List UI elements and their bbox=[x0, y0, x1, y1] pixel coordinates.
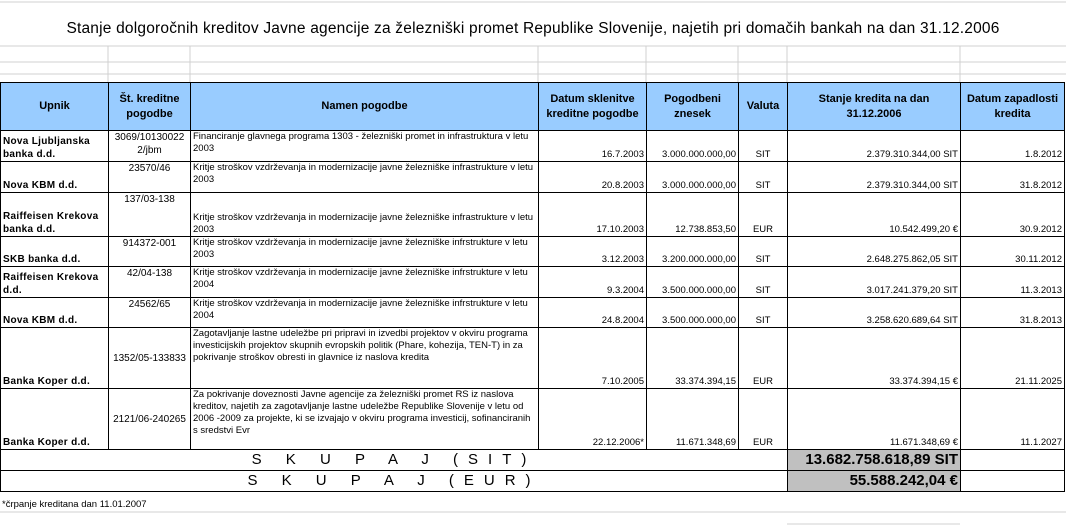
cell-znesek: 3.500.000.000,00 bbox=[647, 267, 739, 298]
cell-upnik: Banka Koper d.d. bbox=[1, 389, 109, 450]
cell-upnik: Raiffeisen Krekova d.d. bbox=[1, 267, 109, 298]
total-eur-label: S K U P A J (EUR) bbox=[1, 471, 788, 492]
cell-valuta: EUR bbox=[739, 389, 788, 450]
header-row bbox=[1, 83, 1065, 131]
page-title: Stanje dolgoročnih kreditov Javne agencije za železniški promet Republike Slovenije, najetih pri domačih bankah na dan 31.12.2006 bbox=[66, 20, 1000, 37]
total-sit-value: 13.682.758.618,89 SIT bbox=[788, 450, 961, 471]
cell-st: 914372-001 bbox=[109, 237, 191, 267]
cell-zapadlost: 1.8.2012 bbox=[961, 131, 1065, 162]
col-zapadlost: Datum zapadlosti kredita bbox=[961, 83, 1065, 131]
cell-valuta: SIT bbox=[739, 237, 788, 267]
cell-namen: Kritje stroškov vzdrževanja in modernizacije javne železniške infrastrukture v letu 2003 bbox=[191, 193, 539, 237]
cell-zapadlost: 31.8.2012 bbox=[961, 162, 1065, 193]
table-row bbox=[1, 298, 1065, 328]
cell-stanje: 11.671.348,69 € bbox=[788, 389, 961, 450]
cell-datum: 22.12.2006* bbox=[539, 389, 647, 450]
total-row-sit bbox=[1, 450, 1065, 471]
total-eur-empty bbox=[961, 471, 1065, 492]
cell-namen: Kritje stroškov vzdrževanja in modernizacije javne železniške infrastrukture v letu 2003 bbox=[191, 162, 539, 193]
col-stanje: Stanje kredita na dan 31.12.2006 bbox=[788, 83, 961, 131]
cell-upnik: Nova Ljubljanska banka d.d. bbox=[1, 131, 109, 162]
cell-st: 137/03-138 bbox=[109, 193, 191, 237]
footnote: *črpanje kreditana dan 11.01.2007 bbox=[2, 499, 147, 510]
cell-st: 2121/06-240265 bbox=[109, 389, 191, 450]
cell-stanje: 2.379.310.344,00 SIT bbox=[788, 131, 961, 162]
table-row bbox=[1, 389, 1065, 450]
total-sit-empty bbox=[961, 450, 1065, 471]
cell-stanje: 2.648.275.862,05 SIT bbox=[788, 237, 961, 267]
total-sit-label: S K U P A J (SIT) bbox=[1, 450, 788, 471]
cell-zapadlost: 21.11.2025 bbox=[961, 328, 1065, 389]
credits-table bbox=[0, 82, 1065, 492]
total-eur-value: 55.588.242,04 € bbox=[788, 471, 961, 492]
cell-valuta: SIT bbox=[739, 267, 788, 298]
cell-upnik: Raiffeisen Krekova banka d.d. bbox=[1, 193, 109, 237]
cell-stanje: 2.379.310.344,00 SIT bbox=[788, 162, 961, 193]
col-namen: Namen pogodbe bbox=[191, 83, 539, 131]
cell-namen: Kritje stroškov vzdrževanja in modernizacije javne železniške infrstrukture v letu 2004 bbox=[191, 267, 539, 298]
col-st-pogodbe: Št. kreditne pogodbe bbox=[109, 83, 191, 131]
cell-zapadlost: 11.1.2027 bbox=[961, 389, 1065, 450]
cell-znesek: 3.000.000.000,00 bbox=[647, 162, 739, 193]
col-znesek: Pogodbeni znesek bbox=[647, 83, 739, 131]
cell-zapadlost: 31.8.2013 bbox=[961, 298, 1065, 328]
cell-datum: 20.8.2003 bbox=[539, 162, 647, 193]
cell-datum: 9.3.2004 bbox=[539, 267, 647, 298]
cell-namen: Zagotavljanje lastne udeležbe pri pripravi in izvedbi projektov v okviru programa investicijskih projektov skupnih evropskih politik (Phare, kohezija, TEN-T) in za pokrivanje stroškov obresti in glavnice iz naslova kredita bbox=[191, 328, 539, 389]
cell-znesek: 12.738.853,50 bbox=[647, 193, 739, 237]
table-row bbox=[1, 162, 1065, 193]
cell-stanje: 3.258.620.689,64 SIT bbox=[788, 298, 961, 328]
cell-stanje: 33.374.394,15 € bbox=[788, 328, 961, 389]
cell-datum: 3.12.2003 bbox=[539, 237, 647, 267]
cell-st: 3069/10130022 2/jbm bbox=[109, 131, 191, 162]
cell-datum: 17.10.2003 bbox=[539, 193, 647, 237]
cell-datum: 7.10.2005 bbox=[539, 328, 647, 389]
cell-valuta: SIT bbox=[739, 298, 788, 328]
cell-valuta: SIT bbox=[739, 131, 788, 162]
cell-upnik: SKB banka d.d. bbox=[1, 237, 109, 267]
cell-stanje: 3.017.241.379,20 SIT bbox=[788, 267, 961, 298]
cell-namen: Za pokrivanje doveznosti Javne agencije za železniški promet RS iz naslova kreditov, najetih za zagotavljanje lastne udeležbe Republike Slovenije v letu od 2006 -2009 za projekte, ki se izvajajo v okviru programa investicij, sofinanciranih s sredstvi Evr bbox=[191, 389, 539, 450]
cell-znesek: 11.671.348,69 bbox=[647, 389, 739, 450]
cell-znesek: 3.500.000.000,00 bbox=[647, 298, 739, 328]
cell-valuta: SIT bbox=[739, 162, 788, 193]
total-row-eur bbox=[1, 471, 1065, 492]
cell-zapadlost: 30.9.2012 bbox=[961, 193, 1065, 237]
cell-upnik: Nova KBM d.d. bbox=[1, 162, 109, 193]
col-datum-sklenitve: Datum sklenitve kreditne pogodbe bbox=[539, 83, 647, 131]
cell-st: 1352/05-133833 bbox=[109, 328, 191, 389]
table-row bbox=[1, 267, 1065, 298]
table-row bbox=[1, 237, 1065, 267]
col-upnik: Upnik bbox=[1, 83, 109, 131]
table-row bbox=[1, 131, 1065, 162]
cell-namen: Kritje stroškov vzdrževanja in modernizacije javne železniške infrstrukture v letu 2003 bbox=[191, 237, 539, 267]
cell-datum: 16.7.2003 bbox=[539, 131, 647, 162]
cell-st: 24562/65 bbox=[109, 298, 191, 328]
cell-znesek: 33.374.394,15 bbox=[647, 328, 739, 389]
cell-upnik: Nova KBM d.d. bbox=[1, 298, 109, 328]
cell-stanje: 10.542.499,20 € bbox=[788, 193, 961, 237]
cell-zapadlost: 30.11.2012 bbox=[961, 237, 1065, 267]
cell-valuta: EUR bbox=[739, 328, 788, 389]
cell-namen: Financiranje glavnega programa 1303 - železniški promet in infrastruktura v letu 2003 bbox=[191, 131, 539, 162]
cell-namen: Kritje stroškov vzdrževanja in modernizacije javne železniške infrstrukture v letu 2004 bbox=[191, 298, 539, 328]
cell-znesek: 3.000.000.000,00 bbox=[647, 131, 739, 162]
cell-st: 42/04-138 bbox=[109, 267, 191, 298]
table-row bbox=[1, 328, 1065, 389]
cell-st: 23570/46 bbox=[109, 162, 191, 193]
table-row bbox=[1, 193, 1065, 237]
cell-upnik: Banka Koper d.d. bbox=[1, 328, 109, 389]
cell-zapadlost: 11.3.2013 bbox=[961, 267, 1065, 298]
cell-znesek: 3.200.000.000,00 bbox=[647, 237, 739, 267]
cell-datum: 24.8.2004 bbox=[539, 298, 647, 328]
col-valuta: Valuta bbox=[739, 83, 788, 131]
cell-valuta: EUR bbox=[739, 193, 788, 237]
